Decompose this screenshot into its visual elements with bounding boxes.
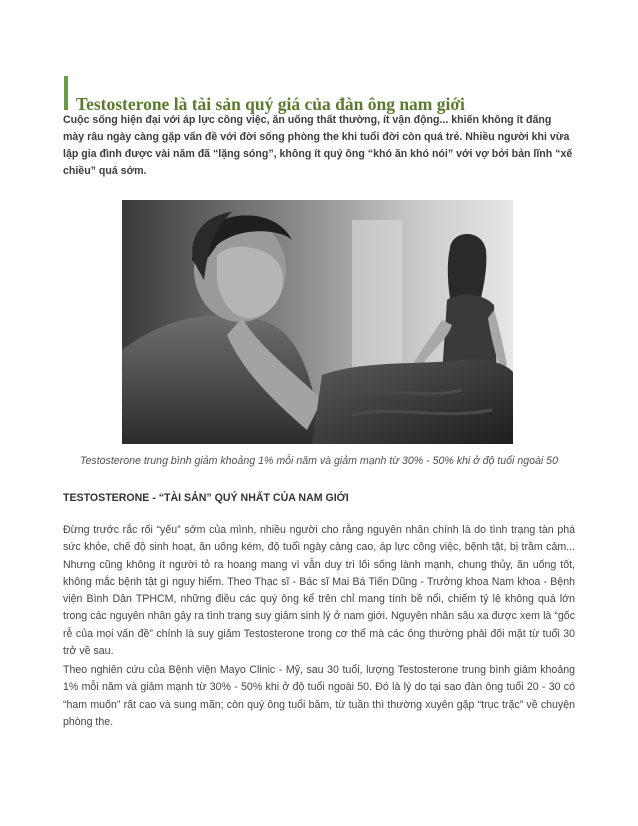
body-paragraph-2: Theo nghiên cứu của Bệnh viện Mayo Clinic - Mỹ, sau 30 tuổi, lượng Testosterone trung bình giảm khoảng 1% mỗi năm và giảm mạnh từ 30% - 50% khi ở độ tuổi ngoài 50. Đó là lý do tại sao đàn ông tuổi 20 - 30 có “ham muốn” rất cao và sung mãn; còn quý ông tuổi băm, từ tuần thì thường xuyên gặp “trục trặc” về chuyện phòng the. [63, 664, 575, 728]
body-paragraph-1: Đừng trước rắc rối “yếu” sớm của mình, nhiều người cho rằng nguyên nhân chính là do tình trạng tàn phá sức khỏe, chế độ sinh hoạt, ăn uống kém, độ tuổi ngày càng cao, áp lực công việc, bệnh tật, bị trầm cảm... Nhưng cũng không ít người tỏ ra hoang mang vì vẫn duy trì lối sống lành mạnh, chung thủy, ăn uống tốt, không mắc bệnh tật gì nguy hiểm. Theo Thạc sĩ - Bác sĩ Mai Bá Tiến Dũng - Trưởng khoa Nam khoa - Bệnh viện Bình Dân TPHCM, những điều các quý ông kể trên chỉ mang tính bề nổi, chiếm tỷ lệ không quá lớn trong các nguyên nhân gây ra tình trạng suy giảm sinh lý ở nam giới. Nguyên nhân sâu xa được xem là “gốc rễ của mọi vấn đề” chính là suy giảm Testosterone trong cơ thể mà các ông thường phải đối mặt từ tuổi 30 trở về sau. [63, 524, 575, 658]
article-photo [122, 200, 513, 444]
article-title: Testosterone là tài sản quý giá của đàn ông nam giới [76, 93, 465, 114]
image-caption: Testosterone trung bình giảm khoảng 1% mỗi năm và giảm mạnh từ 30% - 50% khi ở độ tuổi ngoài 50 [80, 455, 558, 467]
photo-illustration [122, 200, 513, 444]
title-accent-bar [64, 76, 68, 110]
article-lead: Cuộc sống hiện đại với áp lực công việc, ăn uống thất thường, ít vận động... khiến không ít đấng mày râu ngày càng gặp vấn đề với đời sống phòng the khi tuổi đời còn quá trẻ. Nhiều người khi vừa lập gia đình được vài năm đã “lặng sóng”, không ít quý ông “khó ăn khó nói” với vợ bởi bản lĩnh “xế chiều” quá sớm. [63, 114, 573, 177]
section-heading: TESTOSTERONE - “TÀI SẢN” QUÝ NHẤT CỦA NAM GIỚI [63, 492, 349, 504]
title-block [64, 76, 584, 114]
